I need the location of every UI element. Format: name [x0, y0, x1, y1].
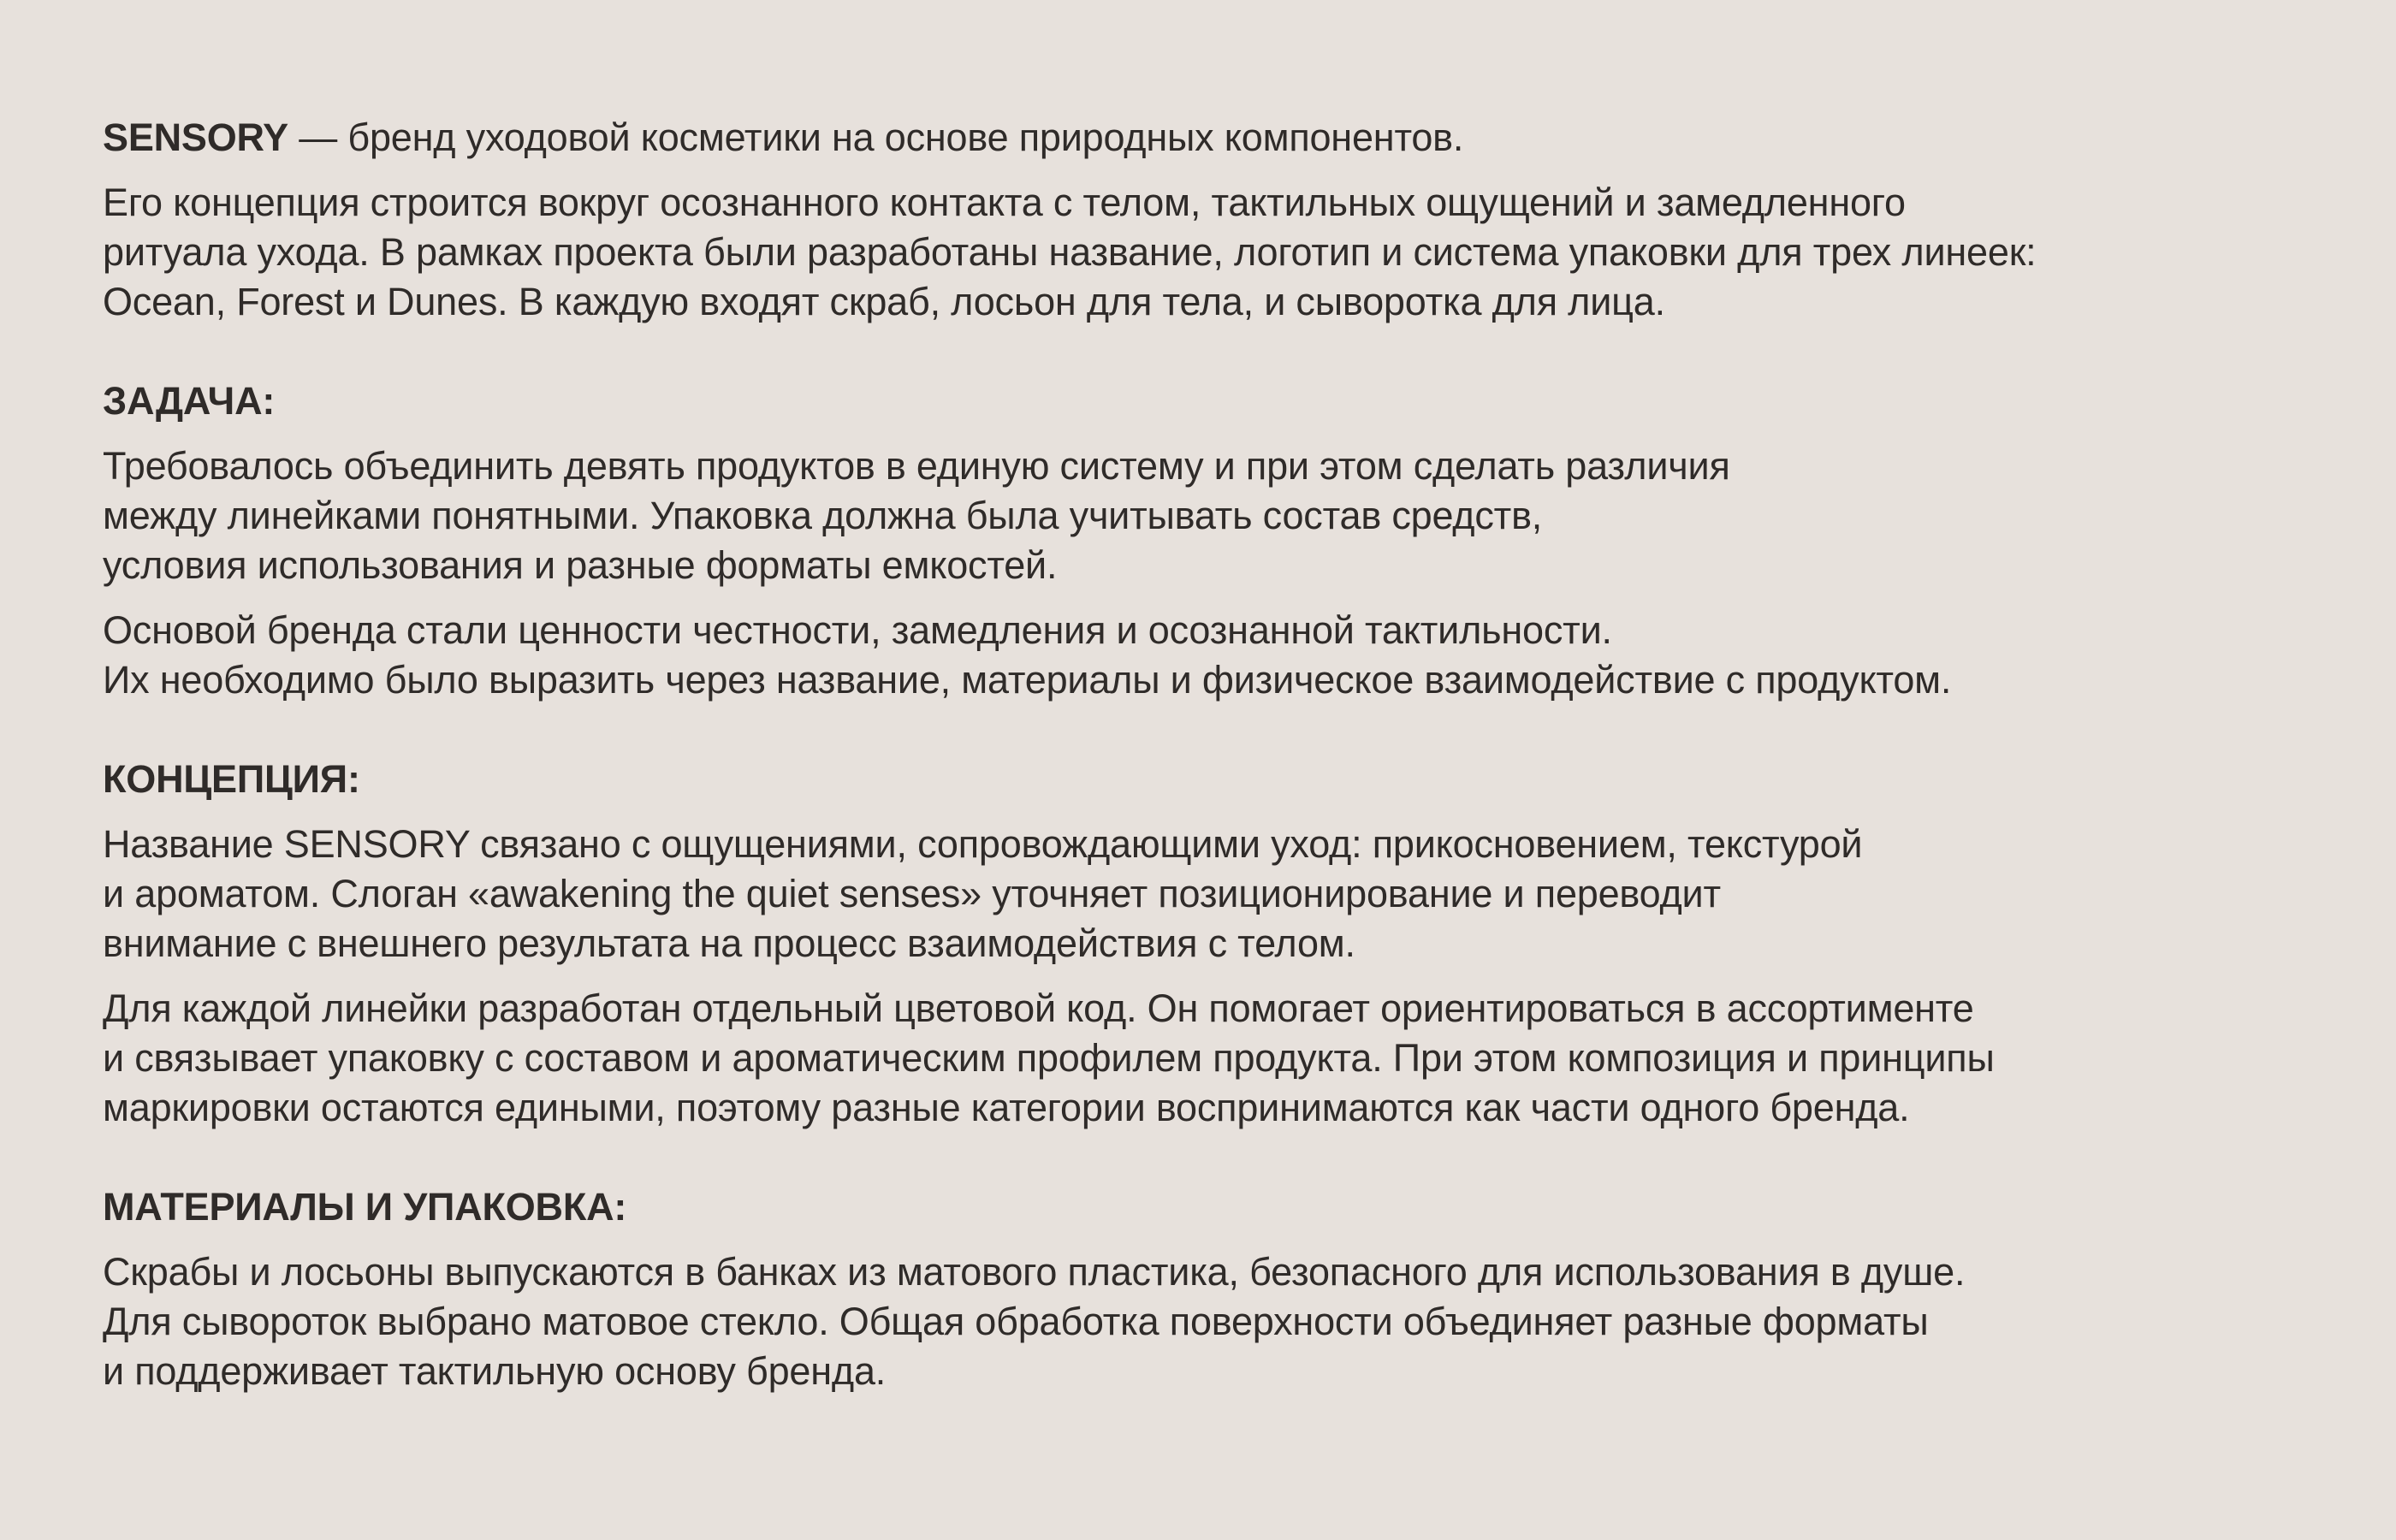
section-paragraph: Для каждой линейки разработан отдельный цветовой код. Он помогает ориентироваться в ассортименте и связывает упаковку с составом и ароматическим профилем продукта. При этом композиция и принципы маркировки остаются едиными, поэтому разные категории воспринимаются как части одного бренда. [103, 986, 1995, 1129]
section-paragraph: Требовалось объединить девять продуктов в единую систему и при этом сделать различия между линейками понятными. Упаковка должна была учитывать состав средств, условия использования и разные форматы емкостей. [103, 444, 1730, 587]
section-heading: МАТЕРИАЛЫ И УПАКОВКА: [103, 1185, 627, 1229]
section-materials [103, 1182, 2293, 1396]
section-paragraph: Основой бренда стали ценности честности, замедления и осознанной тактильности. Их необходимо было выразить через название, материалы и физическое взаимодействие с продуктом. [103, 608, 1952, 702]
section-heading: КОНЦЕПЦИЯ: [103, 757, 360, 801]
section-heading: ЗАДАЧА: [103, 379, 276, 423]
intro-lead [103, 113, 2293, 163]
brand-name: SENSORY [103, 116, 288, 159]
section-paragraph: Название SENSORY связано с ощущениями, сопровождающими уход: прикосновением, текстурой и ароматом. Слоган «awakening the quiet senses» уточняет позиционирование и переводит внимание с внешнего результата на процесс взаимодействия с телом. [103, 822, 1863, 965]
intro-paragraph: Его концепция строится вокруг осознанного контакта с телом, тактильных ощущений и замедленного ритуала ухода. В рамках проекта были разработаны название, логотип и система упаковки для трех линеек: Ocean, Forest и Dunes. В каждую входят скраб, лосьон для тела, и сыворотка для лица. [103, 181, 2037, 323]
section-task [103, 376, 2293, 705]
section-paragraph: Скрабы и лосьоны выпускаются в банках из матового пластика, безопасного для использования в душе. Для сывороток выбрано матовое стекло. Общая обработка поверхности объединяет разные форматы и поддерживает тактильную основу бренда. [103, 1250, 1966, 1393]
intro-lead-text: — бренд уходовой косметики на основе природных компонентов. [288, 116, 1464, 159]
section-concept [103, 755, 2293, 1133]
